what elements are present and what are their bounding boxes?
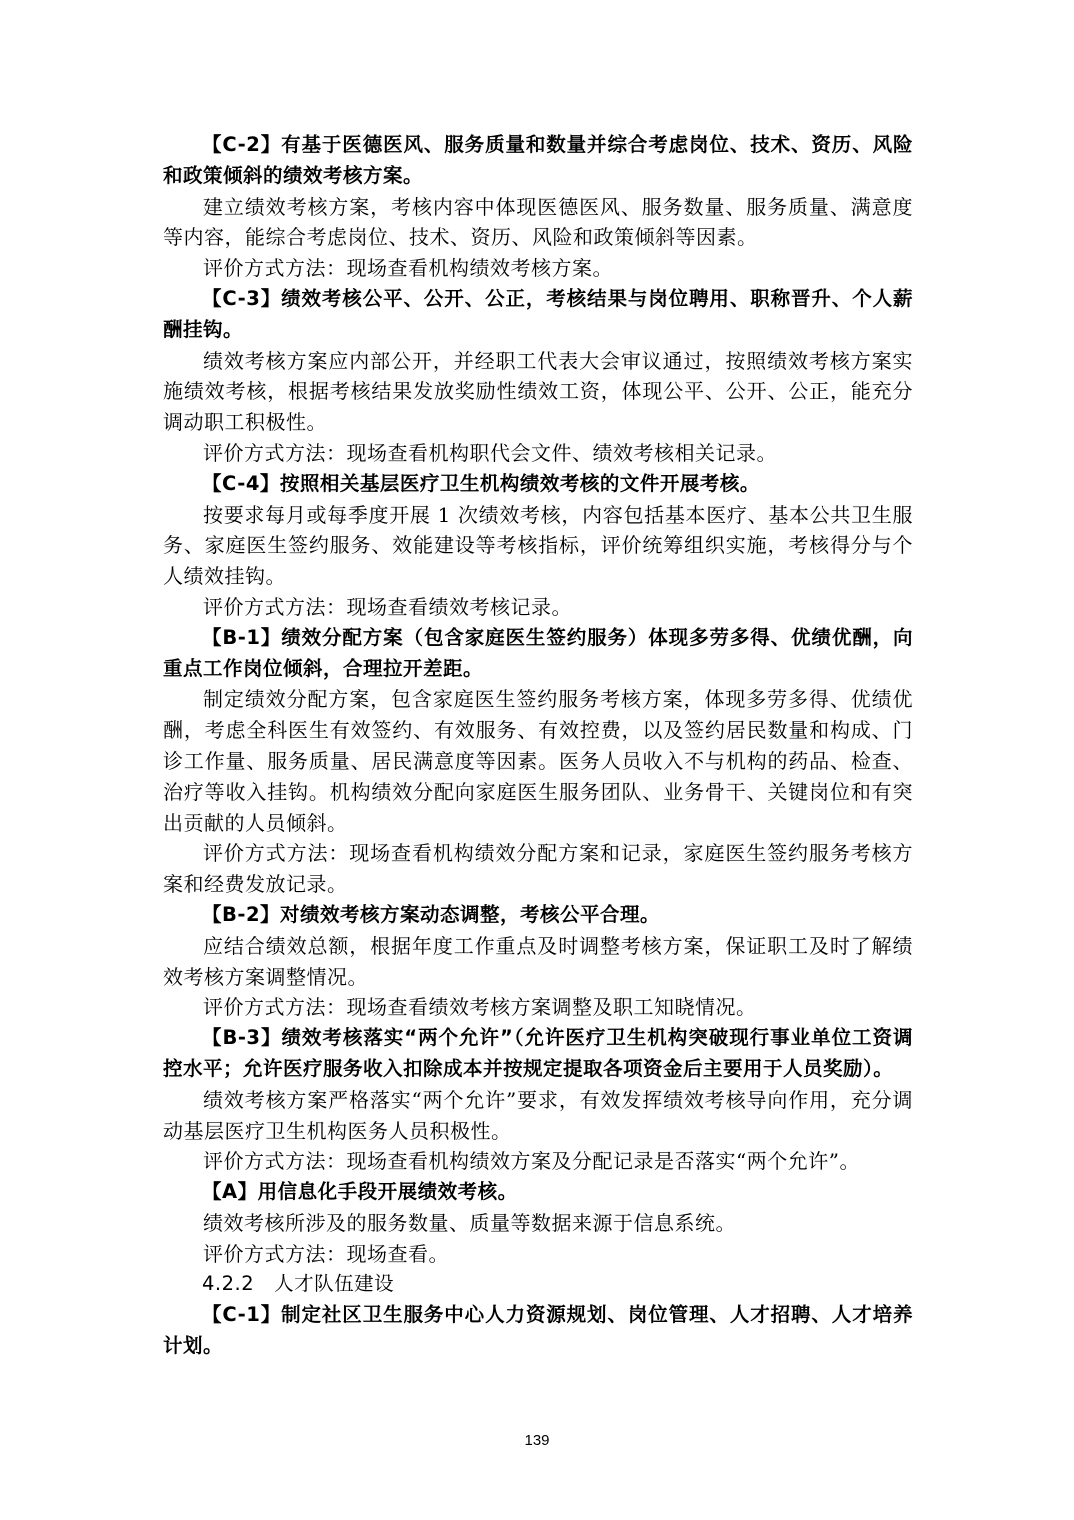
criterion-b1-title: 【B-1】绩效分配方案（包含家庭医生签约服务）体现多劳多得、优绩优酬，向重点工作岗位倾斜，合理拉开差距。	[163, 625, 913, 680]
criterion-b3-evaluation: 评价方式方法：现场查看机构绩效方案及分配记录是否落实“两个允许”。	[203, 1149, 860, 1174]
criterion-a-title: 【A】用信息化手段开展绩效考核。	[202, 1180, 518, 1204]
page-number: 139	[524, 1432, 550, 1449]
criterion-c4-evaluation: 评价方式方法：现场查看绩效考核记录。	[203, 594, 572, 619]
section-heading-4-2-2: 4.2.2 人才队伍建设	[202, 1272, 395, 1296]
criterion-c2-title: 【C-2】有基于医德医风、服务质量和数量并综合考虑岗位、技术、资历、风险和政策倾斜的绩效考核方案。	[163, 133, 913, 187]
page-body	[163, 130, 913, 1362]
criterion-c1-title: 【C-1】制定社区卫生服务中心人力资源规划、岗位管理、人才招聘、人才培养计划。	[163, 1303, 913, 1358]
criterion-c3-evaluation: 评价方式方法：现场查看机构职代会文件、绩效考核相关记录。	[203, 440, 777, 465]
criterion-b3-title: 【B-3】绩效考核落实“两个允许”（允许医疗卫生机构突破现行事业单位工资调控水平；允许医疗服务收入扣除成本并按规定提取各项资金后主要用于人员奖励）。	[163, 1026, 913, 1080]
criterion-c4-title: 【C-4】按照相关基层医疗卫生机构绩效考核的文件开展考核。	[202, 471, 760, 495]
criterion-c2-evaluation: 评价方式方法：现场查看机构绩效考核方案。	[203, 256, 613, 281]
criterion-c4-description: 按要求每月或每季度开展 1 次绩效考核，内容包括基本医疗、基本公共卫生服务、家庭医生签约服务、效能建设等考核指标，评价统筹组织实施，考核得分与个人绩效挂钩。	[163, 502, 913, 589]
criterion-b2-title: 【B-2】对绩效考核方案动态调整，考核公平合理。	[202, 902, 661, 926]
criterion-c2-description: 建立绩效考核方案，考核内容中体现医德医风、服务数量、服务质量、满意度等内容，能综合考虑岗位、技术、资历、风险和政策倾斜等因素。	[163, 194, 913, 250]
criterion-b3-description: 绩效考核方案严格落实“两个允许”要求，有效发挥绩效考核导向作用，充分调动基层医疗卫生机构医务人员积极性。	[163, 1087, 913, 1143]
criterion-b2-description: 应结合绩效总额，根据年度工作重点及时调整考核方案，保证职工及时了解绩效考核方案调整情况。	[163, 933, 913, 989]
criterion-a-description: 绩效考核所涉及的服务数量、质量等数据来源于信息系统。	[203, 1210, 736, 1235]
criterion-b1-evaluation: 评价方式方法：现场查看机构绩效分配方案和记录，家庭医生签约服务考核方案和经费发放记录。	[163, 841, 913, 897]
criterion-b1-description: 制定绩效分配方案，包含家庭医生签约服务考核方案，体现多劳多得、优绩优酬，考虑全科医生有效签约、有效服务、有效控费，以及签约居民数量和构成、门诊工作量、服务质量、居民满意度等因素。医务人员收入不与机构的药品、检查、治疗等收入挂钩。机构绩效分配向家庭医生服务团队、业务骨干、关键岗位和有突出贡献的人员倾斜。	[163, 687, 913, 835]
criterion-a-evaluation: 评价方式方法：现场查看。	[203, 1241, 449, 1266]
criterion-c3-description: 绩效考核方案应内部公开，并经职工代表大会审议通过，按照绩效考核方案实施绩效考核，根据考核结果发放奖励性绩效工资，体现公平、公开、公正，能充分调动职工积极性。	[163, 348, 913, 435]
criterion-c3-title: 【C-3】绩效考核公平、公开、公正，考核结果与岗位聘用、职称晋升、个人薪酬挂钩。	[163, 286, 913, 341]
criterion-b2-evaluation: 评价方式方法：现场查看绩效考核方案调整及职工知晓情况。	[203, 995, 757, 1020]
